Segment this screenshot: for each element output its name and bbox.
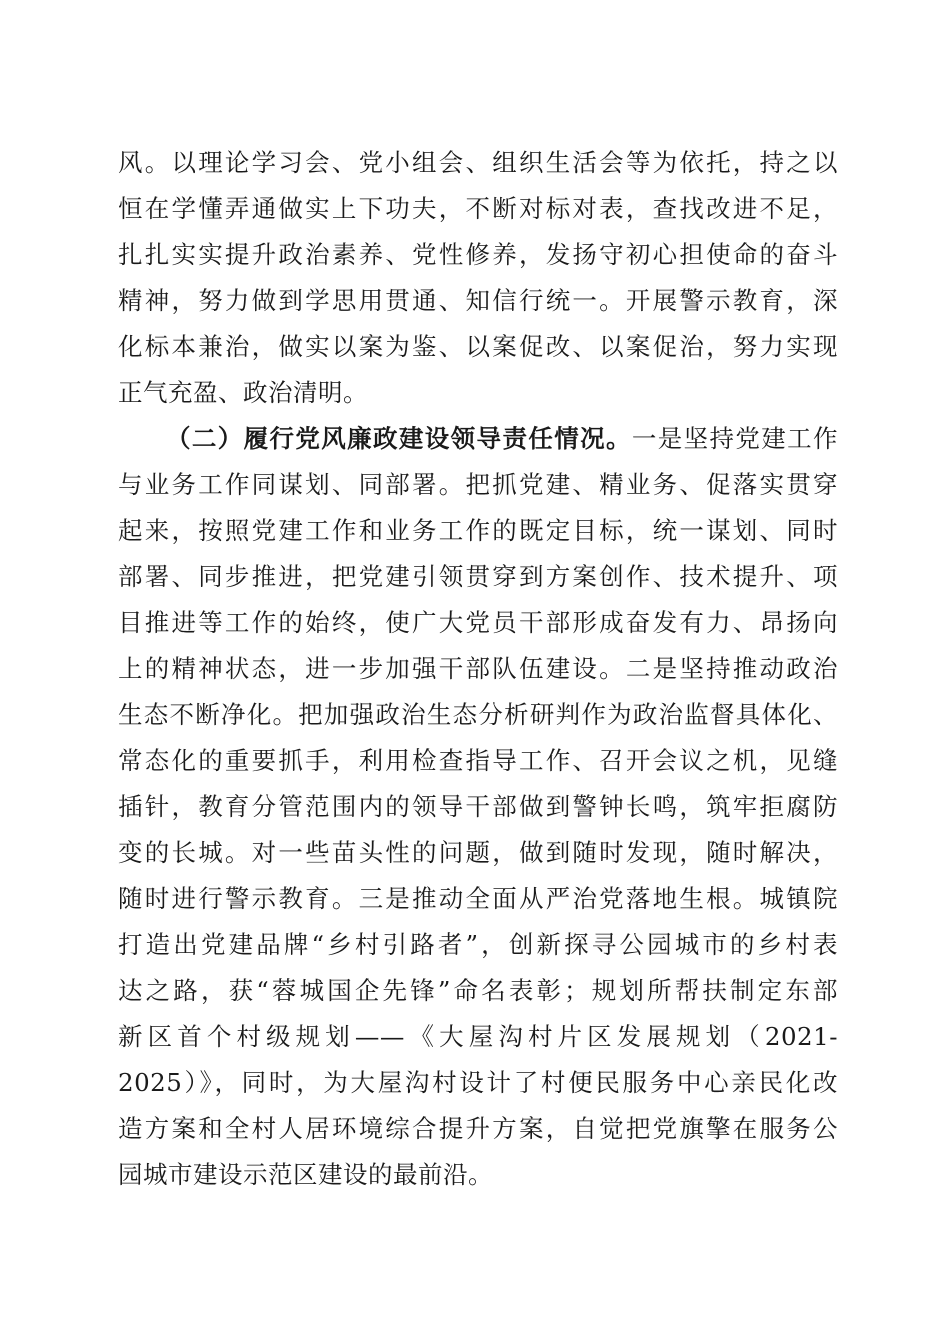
text-line: 恒在学懂弄通做实上下功夫，不断对标对表，查找改进不足， (118, 194, 838, 223)
text-line: 风。以理论学习会、党小组会、组织生活会等为依托，持之以 (118, 148, 838, 177)
text-line: 打造出党建品牌“乡村引路者”，创新探寻公园城市的乡村表 (118, 930, 838, 959)
text-line: 目推进等工作的始终，使广大党员干部形成奋发有力、昂扬向 (118, 608, 838, 637)
text-line: 化标本兼治，做实以案为鉴、以案促改、以案促治，努力实现 (118, 332, 838, 361)
text-line: 生态不断净化。把加强政治生态分析研判作为政治监督具体化、 (118, 700, 838, 729)
text-run: 一是坚持党建工作 (631, 424, 839, 453)
text-line: 正气充盈、政治清明。 (118, 378, 368, 407)
text-line: 变的长城。对一些苗头性的问题，做到随时发现，随时解决， (118, 838, 838, 867)
text-line: 扎扎实实提升政治素养、党性修养，发扬守初心担使命的奋斗 (118, 240, 838, 269)
section-heading: （二）履行党风廉政建设领导责任情况。 (166, 424, 632, 453)
text-line: 上的精神状态，进一步加强干部队伍建设。二是坚持推动政治 (118, 654, 838, 683)
text-line: 精神，努力做到学思用贯通、知信行统一。开展警示教育，深 (118, 286, 838, 315)
text-line: 随时进行警示教育。三是推动全面从严治党落地生根。城镇院 (118, 884, 838, 913)
text-line: 造方案和全村人居环境综合提升方案，自觉把党旗擎在服务公 (118, 1114, 838, 1143)
text-line: 部署、同步推进，把党建引领贯穿到方案创作、技术提升、项 (118, 562, 838, 591)
paragraph-2 (118, 416, 838, 1198)
text-line: 园城市建设示范区建设的最前沿。 (118, 1160, 493, 1189)
document-body (118, 140, 838, 1198)
text-line: 插针，教育分管范围内的领导干部做到警钟长鸣，筑牢拒腐防 (118, 792, 838, 821)
text-line: 与业务工作同谋划、同部署。把抓党建、精业务、促落实贯穿 (118, 470, 838, 499)
paragraph-1 (118, 140, 838, 416)
text-line: 起来，按照党建工作和业务工作的既定目标，统一谋划、同时 (118, 516, 838, 545)
text-line: 常态化的重要抓手，利用检查指导工作、召开会议之机，见缝 (118, 746, 838, 775)
paragraph-2-first-line (118, 416, 838, 462)
text-line: 达之路，获“蓉城国企先锋”命名表彰；规划所帮扶制定东部 (118, 976, 838, 1005)
text-line: 新区首个村级规划——《大屋沟村片区发展规划（2021- (118, 1022, 838, 1051)
text-line: 2025）》，同时，为大屋沟村设计了村便民服务中心亲民化改 (118, 1068, 838, 1097)
